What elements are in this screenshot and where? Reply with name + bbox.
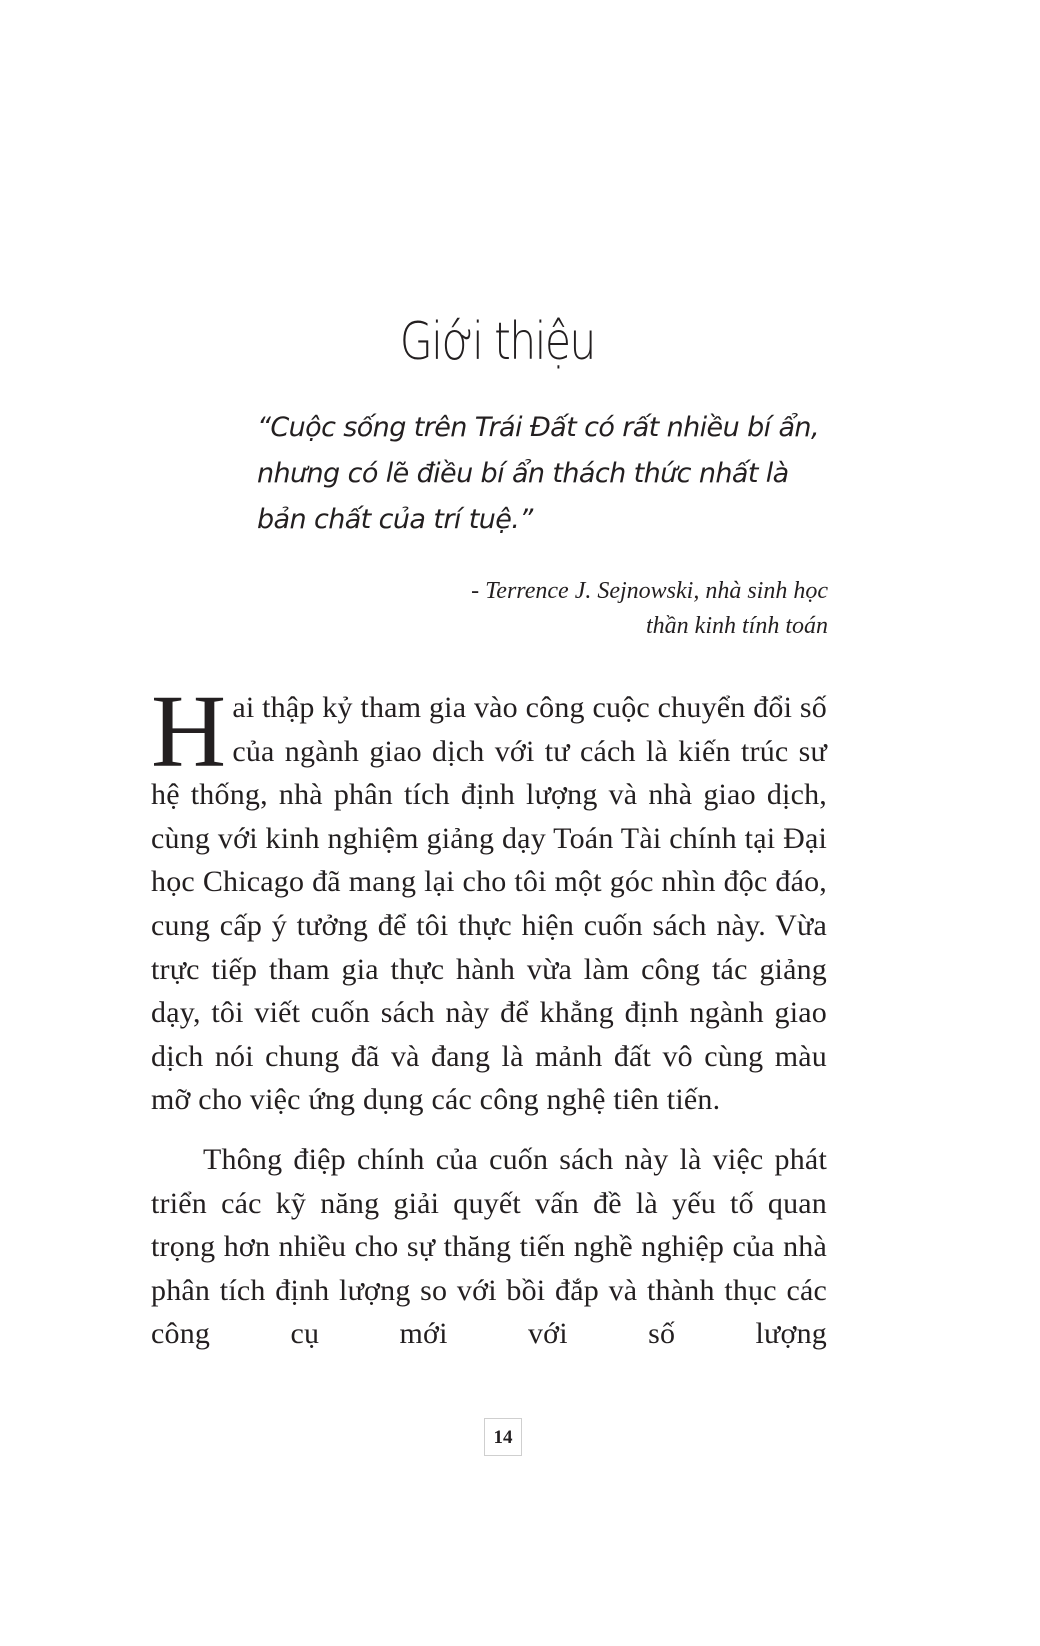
drop-cap: H [151,674,227,789]
paragraph-1-text: ai thập kỷ tham gia vào công cuộc chuyển đổi số của ngành giao dịch với tư cách là kiến trúc sư hệ thống, nhà phân tích định lượng và nhà giao dịch, cùng với kinh nghiệm giảng dạy Toán Tài chính tại Đại học Chicago đã mang lại cho tôi một góc nhìn độc đáo, cung cấp ý tưởng để tôi thực hiện cuốn sách này. Vừa trực tiếp tham gia thực hành vừa làm công tác giảng dạy, tôi viết cuốn sách này để khẳng định ngành giao dịch nói chung đã và đang là mảnh đất vô cùng màu mỡ cho việc ứng dụng các công nghệ tiên tiến. [151,691,827,1117]
page-number: 14 [484,1418,522,1456]
paragraph-1 [151,674,827,1122]
chapter-title: Giới thiệu [399,311,595,372]
attribution-line-2: thần kinh tính toán [646,613,828,639]
paragraph-2: Thông điệp chính của cuốn sách này là việc phát triển các kỹ năng giải quyết vấn đề là yếu tố quan trọng hơn nhiều cho sự thăng tiến nghề nghiệp của nhà phân tích định lượng so với bồi đắp và thành thục các công cụ mới với số lượng [151,1142,827,1351]
body-text [151,674,827,1356]
epigraph-attribution [400,574,828,644]
attribution-line-1: - Terrence J. Sejnowski, nhà sinh học [471,578,828,604]
epigraph-quote: “Cuộc sống trên Trái Đất có rất nhiều bí ẩn, nhưng có lẽ điều bí ẩn thách thức nhất là bản chất của trí tuệ.” [257,412,819,535]
